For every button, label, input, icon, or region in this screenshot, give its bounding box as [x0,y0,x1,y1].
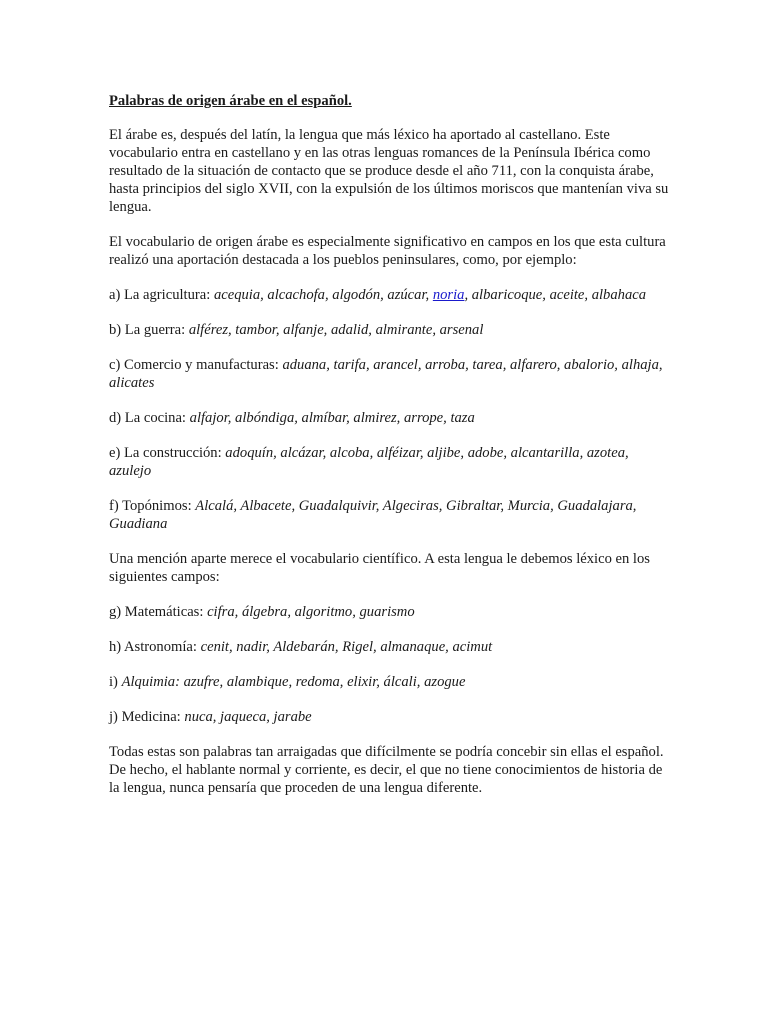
item-words: cenit, nadir, Aldebarán, Rigel, almanaque, acimut [200,639,493,655]
item-words: alférez, tambor, alfanje, adalid, almirante, arsenal [188,322,484,338]
list-item-toponimos [109,497,669,533]
document-body [109,92,669,814]
list-item-alquimia [109,673,669,691]
list-item-agricultura [109,286,669,304]
item-label: c) Comercio y manufacturas: [109,357,283,373]
item-label: b) La guerra: [109,322,189,338]
item-words: adoquín, alcázar, alcoba, alféizar, aljibe, adobe, alcantarilla, azotea, azulejo [109,445,629,479]
list-item-guerra [109,321,669,339]
item-label: f) Topónimos: [109,498,196,514]
list-item-astronomia [109,638,669,656]
item-label: a) La agricultura: [109,287,214,303]
item-words: alfajor, albóndiga, almíbar, almirez, arrope, taza [189,410,475,426]
item-words: cifra, álgebra, algoritmo, guarismo [207,604,415,620]
item-words: Alquimia: azufre, alambique, redoma, elixir, álcali, azogue [121,674,466,690]
item-label: g) Matemáticas: [109,604,208,620]
item-words: Alcalá, Albacete, Guadalquivir, Algeciras, Gibraltar, Murcia, Guadalajara, Guadiana [109,498,637,532]
item-label: e) La construcción: [109,445,226,461]
scientific-intro: Una mención aparte merece el vocabulario científico. A esta lengua le debemos léxico en los siguientes campos: [109,551,650,585]
list-item-comercio [109,356,669,392]
list-item-matematicas [109,603,669,621]
item-label: j) Medicina: [109,709,185,725]
closing-paragraph: Todas estas son palabras tan arraigadas que difícilmente se podría concebir sin ellas el español. De hecho, el hablante normal y corriente, es decir, el que no tiene conocimientos de historia de la lengua, nunca pensaría que proceden de una lengua diferente. [109,744,664,796]
list-item-medicina [109,708,669,726]
list-item-construccion [109,444,669,480]
item-label: h) Astronomía: [109,639,201,655]
item-words: acequia, alcachofa, algodón, azúcar, [213,287,433,303]
item-words: nuca, jaqueca, jarabe [184,709,312,725]
item-label: i) [109,674,122,690]
item-words: aduana, tarifa, arancel, arroba, tarea, alfarero, abalorio, alhaja, alicates [109,357,663,391]
document-title: Palabras de origen árabe en el español. [109,93,352,109]
noria-link[interactable]: noria [432,287,465,303]
intro-paragraph-2: El vocabulario de origen árabe es especialmente significativo en campos en los que esta cultura realizó una aportación destacada a los pueblos peninsulares, como, por ejemplo: [109,234,666,268]
intro-paragraph-1: El árabe es, después del latín, la lengua que más léxico ha aportado al castellano. Este vocabulario entra en castellano y en las otras lenguas romances de la Península Ibérica como resultado de la situación de contacto que se produce desde el año 711, con la conquista árabe, hasta principios del siglo XVII, con la expulsión de los últimos moriscos que mantenían viva su lengua. [109,127,669,215]
item-label: d) La cocina: [109,410,190,426]
item-words-continued: , albaricoque, aceite, albahaca [464,287,647,303]
list-item-cocina [109,409,669,427]
